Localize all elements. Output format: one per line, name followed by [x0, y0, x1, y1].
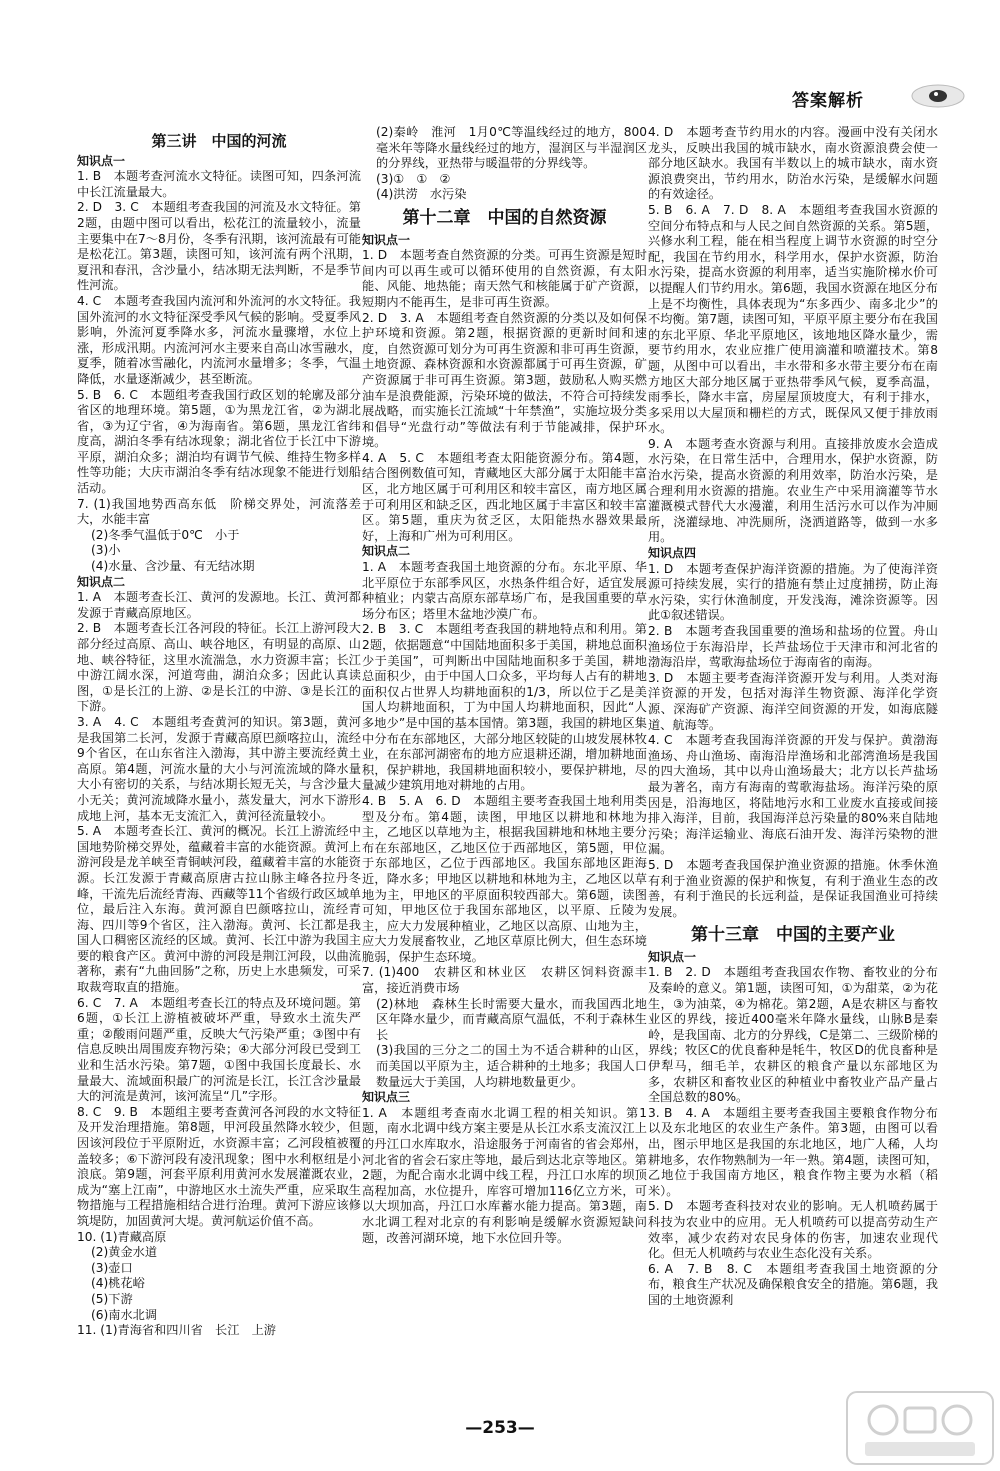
page-number: —253—	[465, 1418, 535, 1438]
column-2	[362, 125, 647, 1246]
header-logo-icon	[908, 82, 968, 110]
answer-sub-item: (3)我国的三分之二的国土为不适合耕种的山区，而美国以平原为主，适合耕种的土地多；我国人口数量远大于美国，人均耕地数量更少。	[376, 1043, 647, 1089]
answer-item: 6. A 7. B 8. C 本题组考查我国土地资源的分布，粮食生产状况及确保粮食安全的措施。第6题，我国的土地资源利	[648, 1261, 938, 1307]
answer-item: 2. B 本题考查我国重要的渔场和盐场的位置。舟山渔场位于东海沿岸，长芦盐场位于天津市和河北省的渤海沿岸，莺歌海盐场位于海南省的南海。	[648, 624, 938, 670]
answer-item: 3. D 本题主要考查海洋资源开发与利用。人类对海洋资源的开发，包括对海洋生物资源、海洋化学资源、深海矿产资源、海洋空间资源的开发，如海底隧道、航海等。	[648, 670, 938, 732]
answer-item: 5. B 6. A 7. D 8. A 本题组考查我国水资源的空间分布特点和与人民之间自然资源的关系。第5题，兴修水利工程，能在相当程度上调节水资源的时空分配，我国在节约用水，科学用水，保护水资源，防治水污染，提高水资源的利用率，适当实施阶梯水价可以提醒人们节约用水。第6题，我国水资源在地区分布上是不均衡性，具体表现为“东多西少、南多北少”的不均衡。第7题，读图可知，平原平原主要分布在我国的东北平原、华北平原地区，该地地区降水量少，需要节约用水，农业应推广使用滴灌和喷灌技术。第8题，从图中可以看出，丰水带和多水带主要分布在南方地区大部分地区属于亚热带季风气候，夏季高温，雨季长，降水丰富，房屋屋顶坡度大，有利于排水，多采用以大屋顶和栅栏的方式，既保风又便于排放雨水。	[648, 202, 938, 436]
answer-item: 7. (1)400 农耕区和林业区 农耕区饲料资源丰富，接近消费市场	[362, 965, 647, 996]
answer-item: 10. (1)青藏高原	[77, 1229, 167, 1244]
answer-item: 6. C 7. A 本题组考查长江的特点及环境问题。第6题，①长江上游植被破坏严重，导致水土流失严重；②酸雨问题严重，反映大气污染严重；③图中有信息反映出周围废弃物污染；④大部分河段已受到工业和生活水污染。第7题，①图中我国长度最长、水量最大、流域面积最广的河流是长江，长江含沙量最大的河流是黄河，该河流呈“几”字形。	[77, 995, 361, 1104]
answer-sub-item: (4)桃花峪	[91, 1276, 145, 1291]
answer-sub-item: (2)冬季气温低于0℃ 小于	[91, 527, 240, 542]
answer-sub-item: (3)小	[91, 543, 121, 558]
knowledge-point-label: 知识点三	[362, 1090, 411, 1105]
lecture-title: 第三讲 中国的河流	[151, 132, 287, 150]
answer-item: 2. D 3. A 本题组考查自然资源的分类以及如何保护环境和资源。第2题，根据资源的更新时间和速度，自然资源可划分为可再生资源和非可再生资源，土地资源、森林资源和水资源都属于可再生资源，矿产资源属于非可再生资源。第3题，鼓励私人购买燃油车是浪费能源，污染环境的做法，不符合可持续发展战略，而实施长江流域“十年禁渔”，实施垃圾分类和倡导“光盘行动”等做法有利于节能减排，保护环境。	[362, 310, 647, 450]
answer-sub-item: (3)① ① ②	[376, 171, 451, 186]
answer-sub-item: (4)水量、含沙量、有无结冰期	[91, 559, 255, 574]
answer-item: 1. D 本题考查保护海洋资源的措施。为了使海洋资源可持续发展，实行的措施有禁止过度捕捞，防止海水污染，实行休渔制度，开发浅海，滩涂资源等。因此①叙述错误。	[648, 561, 938, 623]
answer-item: 8. C 9. B 本题组主要考查黄河各河段的水文特征及开发治理措施。第8题，甲河段虽然降水较少，但因该河段位于平原附近，水资源丰富；乙河段植被覆盖较多；⑥下游河段有凌汛现象；图中水利枢纽是小浪底。第9题，河套平原利用黄河水发展灌溉农业，成为“塞上江南”，中游地区水土流失严重，应采取生物措施与工程措施相结合进行治理。黄河下游应该修筑堤防，加固黄河大堤。黄河航运价值不高。	[77, 1104, 361, 1228]
answer-sub-item: (6)南水北调	[91, 1307, 158, 1322]
answer-item: 4. C 本题考查我国内流河和外流河的水文特征。我国外流河的水文特征深受季风气候的影响。受夏季风影响，外流河夏季降水多，河流水量骤增，水位上涨，形成汛期。内流河河水主要来自高山冰雪融水，夏季，随着冰雪融化，内流河水量增多；冬季，气温降低，水量逐渐减少，甚至断流。	[77, 293, 361, 386]
answer-item: 9. A 本题考查水资源与利用。直接排放废水会造成水污染，在日常生活中，合理用水，保护水资源，防治水污染，提高水资源的利用效率，防治水污染，是合理利用水资源的措施。农业生产中采用滴灌等节水灌溉模式替代大水漫灌，利用生活污水可以作为冲厕所，浇灌绿地、冲洗厕所，浇洒道路等，做到一水多用。	[648, 436, 938, 545]
answer-item: 1. A 本题考查我国土地资源的分布。东北平原、华北平原位于东部季风区，水热条件组合好，适宜发展种植业；内蒙古高原东部草场广布，是我国重要的草场分布区；塔里木盆地沙漠广布。	[362, 560, 647, 621]
answer-item: 5. B 6. C 本题组考查我国行政区划的轮廓及部分省区的地理环境。第5题，①为黑龙江省，②为湖北省，③为辽宁省，④为海南省。第6题，黑龙江省纬度高，湖泊冬季有结冰现象；湖北省位于长江中下游平原，湖泊众多；湖泊均有调节气候、维持生物多样性等功能；大庆市湖泊冬季有结冰现象不能进行划船活动。	[77, 387, 361, 496]
answer-sub-item: (4)洪涝 水污染	[376, 187, 467, 202]
answer-sub-item: (3)壶口	[91, 1260, 133, 1275]
answer-item: 1. B 本题考查河流水文特征。读图可知，四条河流中长江流量最大。	[77, 169, 361, 199]
answer-item: 4. D 本题考查节约用水的内容。漫画中没有关闭水龙头，反映出我国的城市缺水，南水资源浪费会使一部分地区缺水。我国有半数以上的城市缺水，南水资源浪费突出，节约用水，防治水污染，是缓解水问题的有效途径。	[648, 125, 938, 202]
answer-item: 4. C 本题考查我国海洋资源的开发与保护。黄渤海渔场、舟山渔场、南海沿岸渔场和北部湾渔场是我国的四大渔场，其中以舟山渔场最大；北方以长芦盐场最为著名，南方有海南的莺歌海盐场。海洋污染的原因是，沿海地区，将陆地污水和工业废水直接或间接排入海洋，目前，我国海洋总污染量的80%来自陆地污染；海洋运输业、海底石油开发、海洋污染物的泄漏。	[648, 733, 938, 857]
knowledge-point-label: 知识点二	[77, 574, 126, 589]
answer-item: 4. B 5. A 6. D 本题组主要考查我国土地利用类型及分布。第4题，读图，甲地区以耕地和林地为主，乙地区以草地为主，根据我国耕地和林地主要分布在东部地区，乙地区位于西部地区，第5题，甲位于东部地区，乙位于西部地区。我国东部地区距海近，降水多；甲地区以耕地和林地为主，乙地区以草地为主，甲地区的平原面积较西部大。第6题，读图可知，甲地区位于我国东部地区，以平原、丘陵为主，应大力发展种植业，乙地区以高原、山地为主，应大力发展畜牧业，乙地区草原比例大，但生态环境脆弱，保护生态环境。	[362, 793, 647, 964]
knowledge-point-label: 知识点一	[648, 949, 697, 964]
answer-item: 2. B 本题考查长江各河段的特征。长江上游河段大部分经过高原、高山、峡谷地区，有明显的高原、山地、峡谷特征，这里水流湍急，水力资源丰富；长江中游江阔水深，河道弯曲，湖泊众多；因此认真读图，①是长江的上游、②是长江的中游、③是长江的下游。	[77, 621, 361, 714]
answer-item: 2. B 3. C 本题组考查我国的耕地特点和利用。第2题，依据题意“中国陆地面积多于美国，耕地总面积少于美国”，可判断出中国陆地面积多于美国，耕地总面积少，由于中国人口众多，平均每人占有的耕地面积仅占世界人均耕地面积的1/3，所以位于乙是美国人均耕地面积，丁为中国人均耕地面积，因此“人多地少”是中国的基本国情。第3题，我国的耕地区集中分布在东部地区，大部分地区较陡的山坡发展林牧业，在东部河湖密布的地方应退耕还湖，增加耕地面积，保护耕地，我国耕地面积较小，要保护耕地，尽量减少建筑用地对耕地的占用。	[362, 622, 647, 793]
answer-item: 1. A 本题组考查南水北调工程的相关知识。第1题，南水北调中线方案主要是从长江水系支流汉江上的丹江口水库取水，沿途服务于河南省的省会郑州，河北省的省会石家庄等地，最后到达北京等地区。第2题，为配合南水北调中线工程，丹江口水库的坝顶高程加高，水位提升，库容可增加116亿立方米，可以大坝加高，丹江口水库蓄水能力提高。第3题，南水北调工程对北京的有利影响是缓解水资源短缺问题，改善河湖环境，地下水位回升等。	[362, 1105, 647, 1245]
answer-item: 5. A 本题考查长江、黄河的概况。长江上游流经中国地势阶梯交界处，蕴藏着丰富的水能资源。黄河上游河段是龙羊峡至青铜峡河段，蕴藏着丰富的水能资源。长江发源于青藏高原唐古拉山脉主峰各拉丹冬峰，干流先后流经青海、西藏等11个省级行政区域单位，最后注入东海。黄河源自巴颜喀拉山，流经青海、四川等9个省区，注入渤海。黄河、长江都是我国人口稠密区流经的区域。黄河、长江中游为我国主要的粮食产区。黄河中游的河段是荆江河段，以曲流著称，素有“九曲回肠”之称，历史上水患频发，可采取裁弯取直的措施。	[77, 824, 361, 995]
answer-sub-item: (2)黄金水道	[91, 1245, 158, 1260]
answer-item: 4. A 5. C 本题组考查太阳能资源分布。第4题，结合图例数值可知，青藏地区大部分属于太阳能丰富区，北方地区属于可利用区和较丰富区，南方地区属于可利用区和缺乏区，西北地区属于丰富区和较丰富区。第5题，重庆为贫乏区，太阳能热水器效果最好，上海和广州为可利用区。	[362, 450, 647, 543]
answer-item: 3. A 4. C 本题组考查黄河的知识。第3题，黄河是我国第二长河，发源于青藏高原巴颜喀拉山，流经9个省区，在山东省注入渤海，其中游主要流经黄土高原。第4题，河流水量的大小与河流流域的降水量大小有密切的关系，与结冰期长短无关，与含沙量大小无关；黄河流域降水量小，蒸发量大，河水下游形成地上河，基本无支流汇入，黄河径流量较小。	[77, 714, 361, 823]
answer-sub-item: (5)下游	[91, 1291, 133, 1306]
watermark-logo-icon	[845, 1388, 995, 1468]
answer-sub-item: (2)秦岭 淮河 1月0℃等温线经过的地方，800毫米年等降水量线经过的地方，湿润区与半湿润区的分界线，亚热带与暖温带的分界线等。	[376, 125, 647, 171]
answer-item: 3. B 4. A 本题组主要考查我国主要粮食作物分布以及东北地区的农业生产条件。第3题，由图可以看出，图示甲地区是我国的东北地区，地广人稀，人均耕地多，农作物熟制为一年一熟。第4题，读图可知，乙地位于我国南方地区，粮食作物主要为水稻（稻米）。	[648, 1105, 938, 1198]
column-1	[77, 128, 361, 1339]
chapter-title: 第十二章 中国的自然资源	[402, 207, 607, 228]
answer-item: 7. (1)我国地势西高东低 阶梯交界处，河流落差大，水能丰富	[77, 496, 361, 527]
answer-item: 5. D 本题考查科技对农业的影响。无人机喷药属于科技为农业中的应用。无人机喷药可以提高劳动生产效率，减少农药对农民身体的伤害，加速农业现代化。但无人机喷药与农业生态化没有关系。	[648, 1199, 938, 1261]
chapter-title: 第十三章 中国的主要产业	[691, 925, 895, 946]
answer-item: 11. (1)青海省和四川省 长江 上游	[77, 1323, 276, 1338]
answer-item: 5. D 本题考查我国保护渔业资源的措施。休季休渔有利于渔业资源的保护和恢复，有利于渔业生态的改善，有利于渔民的长远利益，是保证我国渔业可持续发展。	[648, 857, 938, 919]
answer-item: 1. A 本题考查长江、黄河的发源地。长江、黄河都发源于青藏高原地区。	[77, 590, 361, 620]
answer-item: 2. D 3. C 本题组考查我国的河流及水文特征。第2题，由题中图可以看出，松花江的流量较小，流量主要集中在7～8月份，冬季有汛期，该河流最有可能是松花江。第3题，读图可知，该河流有两个汛期，夏汛和春汛，含沙量小，结冰期无法判断，不是季节性河流。	[77, 200, 361, 293]
column-3	[648, 125, 938, 1309]
header-title: 答案解析	[792, 91, 864, 111]
answer-sub-item: (2)林地 森林生长时需要大量水，而我国西北地区年降水量少，而青藏高原气温低，不利于森林生长	[376, 996, 647, 1042]
knowledge-point-label: 知识点二	[362, 544, 411, 559]
knowledge-point-label: 知识点一	[362, 232, 411, 247]
answer-item: 1. B 2. D 本题组考查我国农作物、畜牧业的分布及秦岭的意义。第1题，读图可知，①为甜菜，②为花生，③为油菜，④为棉花。第2题，A是农耕区与畜牧业区的界线，接近400毫米年降水量线，山脉B是秦岭，是我国南、北方的分界线，C是第二、三级阶梯的界线；牧区C的优良畜种是牦牛，牧区D的优良畜种是伊犁马，细毛羊，农耕区的粮食产量以东部地区为多，农耕区和畜牧业区的种植业中畜牧业产品产量占全国总数的80%。	[648, 965, 938, 1105]
knowledge-point-label: 知识点一	[77, 153, 126, 168]
knowledge-point-label: 知识点四	[648, 546, 697, 561]
answer-item: 1. D 本题考查自然资源的分类。可再生资源是短时间内可以再生或可以循环使用的自然资源，有太阳能、风能、地热能；南天然气和核能属于矿产资源，短期内不能再生，是非可再生资源。	[362, 248, 647, 309]
page-header	[780, 78, 980, 118]
